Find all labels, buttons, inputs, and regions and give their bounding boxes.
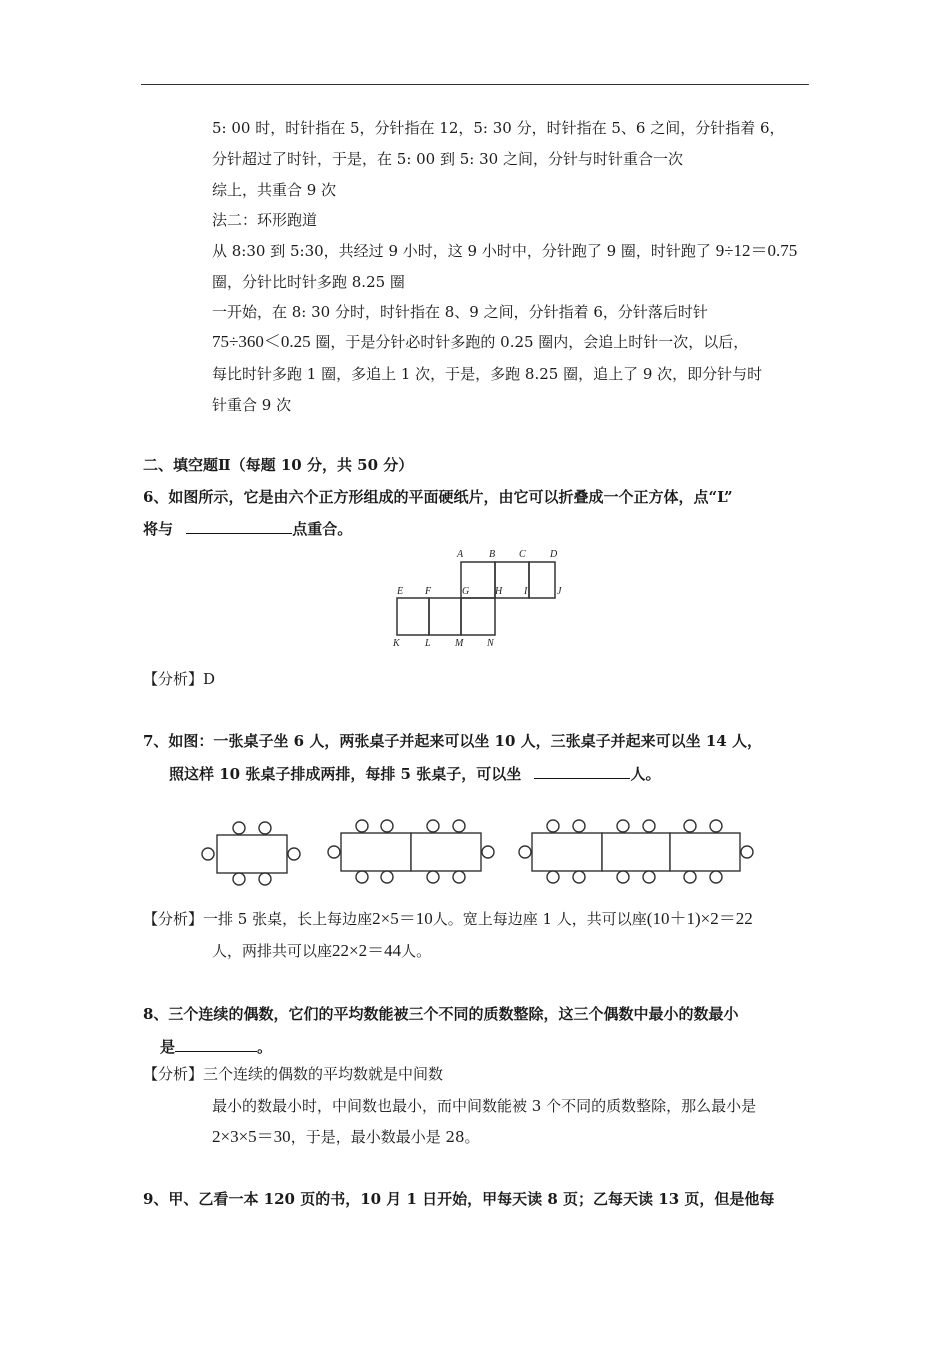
q7-text-line-1: 7、如图：一张桌子坐 6 人，两张桌子并起来可以坐 10 人，三张桌子并起来可以坐 14 人， bbox=[143, 732, 762, 750]
net-label-k: K bbox=[393, 638, 400, 649]
solution-line-3: 综上，共重合 9 次 bbox=[212, 181, 337, 199]
net-label-i: I bbox=[524, 586, 528, 597]
net-square-gm bbox=[461, 598, 495, 635]
seat bbox=[381, 820, 393, 832]
seat bbox=[547, 871, 559, 883]
seat bbox=[233, 822, 245, 834]
q6-text-post: 点重合。 bbox=[292, 520, 353, 538]
seat bbox=[356, 871, 368, 883]
solution-line-8-text: 圈，于是分针必时针多跑的 0.25 圈内，会追上时针一次，以后， bbox=[315, 333, 749, 351]
seat bbox=[202, 848, 214, 860]
q7-analysis-line-1 bbox=[143, 909, 753, 929]
table-triple-1 bbox=[532, 833, 602, 871]
q6-text-line-1: 6、如图所示，它是由六个正方形组成的平面硬纸片，由它可以折叠成一个正方体，点“L” bbox=[143, 488, 733, 506]
net-label-g: G bbox=[462, 586, 470, 597]
net-square-ek bbox=[397, 598, 429, 635]
q7-text-line-2 bbox=[169, 762, 660, 784]
seat bbox=[710, 871, 722, 883]
q8-analysis-line-2: 最小的数最小时，中间数也最小，而中间数能被 3 个不同的质数整除，那么最小是 bbox=[212, 1097, 757, 1115]
q7-analysis-m2: (10＋1)×2＝22 bbox=[646, 909, 753, 928]
q8-analysis-math: 2×3×5＝30 bbox=[212, 1127, 291, 1146]
seat bbox=[519, 846, 531, 858]
q8-text-pre: 是 bbox=[160, 1038, 176, 1056]
net-label-d: D bbox=[550, 549, 558, 560]
seat bbox=[643, 871, 655, 883]
section-title: 二、填空题Ⅱ（每题 10 分，共 50 分） bbox=[143, 456, 414, 474]
seat bbox=[233, 873, 245, 885]
q6-text-line-2 bbox=[143, 517, 352, 539]
q6-analysis-label: 【分析】 bbox=[143, 670, 204, 688]
q9-text-line-1: 9、甲、乙看一本 120 页的书，10 月 1 日开始，甲每天读 8 页；乙每天读 13 页，但是他每 bbox=[143, 1190, 775, 1208]
q6-answer-blank bbox=[186, 517, 292, 534]
seat bbox=[573, 871, 585, 883]
seat bbox=[573, 820, 585, 832]
solution-line-7: 一开始，在 8: 30 分时，时针指在 8、9 之间，分针指着 6，分针落后时针 bbox=[212, 303, 708, 321]
solution-line-5 bbox=[212, 241, 797, 261]
table-double-2 bbox=[411, 833, 481, 871]
solution-line-10: 针重合 9 次 bbox=[212, 396, 292, 414]
q6-text-pre: 将与 bbox=[143, 520, 174, 538]
seat bbox=[617, 871, 629, 883]
net-label-c: C bbox=[519, 549, 526, 560]
q6-analysis bbox=[143, 669, 215, 689]
seat bbox=[288, 848, 300, 860]
solution-line-2: 分针超过了时针，于是，在 5: 00 到 5: 30 之间，分针与时针重合一次 bbox=[212, 150, 683, 168]
net-label-j: J bbox=[557, 586, 562, 597]
table-double-1 bbox=[341, 833, 411, 871]
tables-diagram bbox=[195, 815, 760, 890]
solution-line-8 bbox=[212, 332, 748, 352]
net-label-h: H bbox=[495, 586, 503, 597]
net-label-f: F bbox=[425, 586, 432, 597]
net-label-m: M bbox=[455, 638, 464, 649]
q8-analysis-text: ，于是，最小数最小是 28。 bbox=[290, 1128, 480, 1146]
q8-text-line-2 bbox=[160, 1035, 272, 1057]
cube-net-diagram bbox=[385, 544, 570, 652]
seat bbox=[710, 820, 722, 832]
net-square-cdij bbox=[529, 562, 555, 598]
net-label-e: E bbox=[397, 586, 404, 597]
net-square-fl bbox=[429, 598, 461, 635]
solution-line-4: 法二：环形跑道 bbox=[212, 211, 318, 229]
table-triple-3 bbox=[670, 833, 740, 871]
net-label-b: B bbox=[489, 549, 496, 560]
q7-text-post: 人。 bbox=[630, 765, 661, 783]
q7-analysis-t2: 人。宽上每边座 1 人，共可以座 bbox=[432, 910, 647, 928]
q7-analysis-label: 【分析】 bbox=[143, 910, 204, 928]
seat bbox=[427, 820, 439, 832]
q8-text-post: 。 bbox=[257, 1038, 273, 1056]
solution-line-5-math: 9÷12＝0.75 bbox=[715, 241, 798, 260]
seat bbox=[259, 873, 271, 885]
solution-line-9: 每比时针多跑 1 圈，多追上 1 次，于是，多跑 8.25 圈，追上了 9 次，即分针与时 bbox=[212, 365, 763, 383]
q8-analysis-label: 【分析】 bbox=[143, 1065, 204, 1083]
solution-line-1: 5: 00 时，时针指在 5，分针指在 12，5: 30 分，时针指在 5、6 之间，分针指着 6， bbox=[212, 119, 785, 137]
net-label-n: N bbox=[487, 638, 494, 649]
solution-line-8-math: 75÷360＜0.25 bbox=[212, 332, 311, 351]
seat bbox=[643, 820, 655, 832]
q7-analysis-a2-t1: 人，两排共可以座 bbox=[212, 942, 333, 960]
seat bbox=[381, 871, 393, 883]
q8-text-line-1: 8、三个连续的偶数，它们的平均数能被三个不同的质数整除，这三个偶数中最小的数最小 bbox=[143, 1005, 739, 1023]
q7-answer-blank bbox=[534, 762, 630, 779]
q8-analysis-line-3 bbox=[212, 1127, 480, 1147]
q6-analysis-text: D bbox=[203, 670, 216, 688]
q8-analysis-a1: 三个连续的偶数的平均数就是中间数 bbox=[203, 1065, 444, 1083]
q7-analysis-a2-m1: 22×2＝44 bbox=[332, 941, 402, 960]
seat bbox=[328, 846, 340, 858]
q7-analysis-t1: 一排 5 张桌，长上每边座 bbox=[203, 910, 373, 928]
header-rule bbox=[141, 84, 809, 85]
seat bbox=[547, 820, 559, 832]
q7-text-pre: 照这样 10 张桌子排成两排，每排 5 张桌子，可以坐 bbox=[169, 765, 522, 783]
seat bbox=[259, 822, 271, 834]
q7-analysis-m1: 2×5＝10 bbox=[372, 909, 433, 928]
seat bbox=[684, 820, 696, 832]
seat bbox=[741, 846, 753, 858]
q7-analysis-a2-t2: 人。 bbox=[401, 942, 432, 960]
table-triple-2 bbox=[602, 833, 670, 871]
solution-line-6: 圈，分针比时针多跑 8.25 圈 bbox=[212, 273, 405, 291]
seat bbox=[453, 820, 465, 832]
seat bbox=[482, 846, 494, 858]
q7-analysis-line-2 bbox=[212, 941, 431, 961]
q8-answer-blank bbox=[175, 1035, 257, 1052]
net-label-a: A bbox=[457, 549, 464, 560]
net-label-l: L bbox=[425, 638, 431, 649]
seat bbox=[427, 871, 439, 883]
q8-analysis-line-1 bbox=[143, 1064, 443, 1084]
seat bbox=[684, 871, 696, 883]
table-single bbox=[217, 835, 287, 873]
solution-line-5-text: 从 8:30 到 5:30，共经过 9 小时，这 9 小时中，分针跑了 9 圈，时针跑了 bbox=[212, 242, 711, 260]
seat bbox=[453, 871, 465, 883]
seat bbox=[617, 820, 629, 832]
seat bbox=[356, 820, 368, 832]
